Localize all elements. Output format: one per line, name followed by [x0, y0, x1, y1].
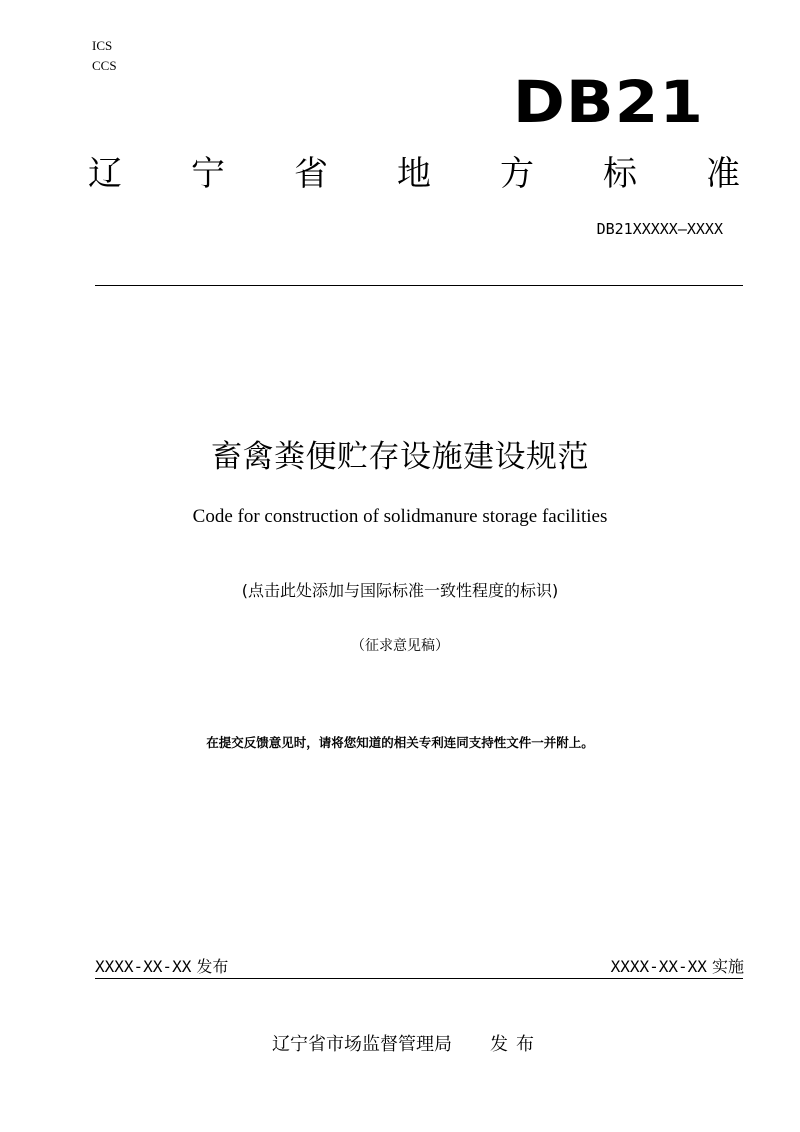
- publisher-action: 发布: [490, 1034, 542, 1055]
- patent-notice: 在提交反馈意见时，请将您知道的相关专利连同支持性文件一并附上。: [206, 735, 594, 750]
- footer-divider: [95, 978, 743, 979]
- standard-type-char: 辽: [88, 154, 122, 194]
- standard-type-char: 方: [500, 154, 534, 194]
- publisher-line: [272, 1032, 542, 1058]
- publisher-name: 辽宁省市场监督管理局: [272, 1034, 452, 1055]
- implement-label: 实施: [711, 957, 744, 976]
- header-divider: [95, 285, 743, 286]
- title-chinese: 畜禽粪便贮存设施建设规范: [211, 439, 589, 475]
- draft-status: （征求意见稿）: [351, 638, 449, 654]
- title-english: Code for construction of solidmanure storage facilities: [192, 506, 608, 527]
- standard-number: DB21XXXXX—XXXX: [596, 220, 723, 238]
- standard-type-char: 地: [397, 154, 431, 194]
- issue-date-line: [95, 955, 228, 979]
- standard-type-char: 标: [603, 154, 637, 194]
- standard-type-char: 准: [706, 154, 740, 194]
- issue-label: 发布: [196, 957, 229, 976]
- standard-type-heading: [88, 150, 740, 198]
- implement-date-line: [611, 955, 744, 979]
- standard-type-char: 宁: [191, 154, 225, 194]
- issue-date: XXXX-XX-XX: [95, 957, 192, 976]
- db21-mark: DB21: [512, 68, 704, 136]
- implement-date: XXXX-XX-XX: [610, 957, 707, 976]
- conformity-note[interactable]: (点击此处添加与国际标准一致性程度的标识): [241, 581, 559, 600]
- standard-type-char: 省: [294, 154, 328, 194]
- ics-label: ICS: [92, 38, 113, 53]
- ccs-label: CCS: [92, 58, 117, 73]
